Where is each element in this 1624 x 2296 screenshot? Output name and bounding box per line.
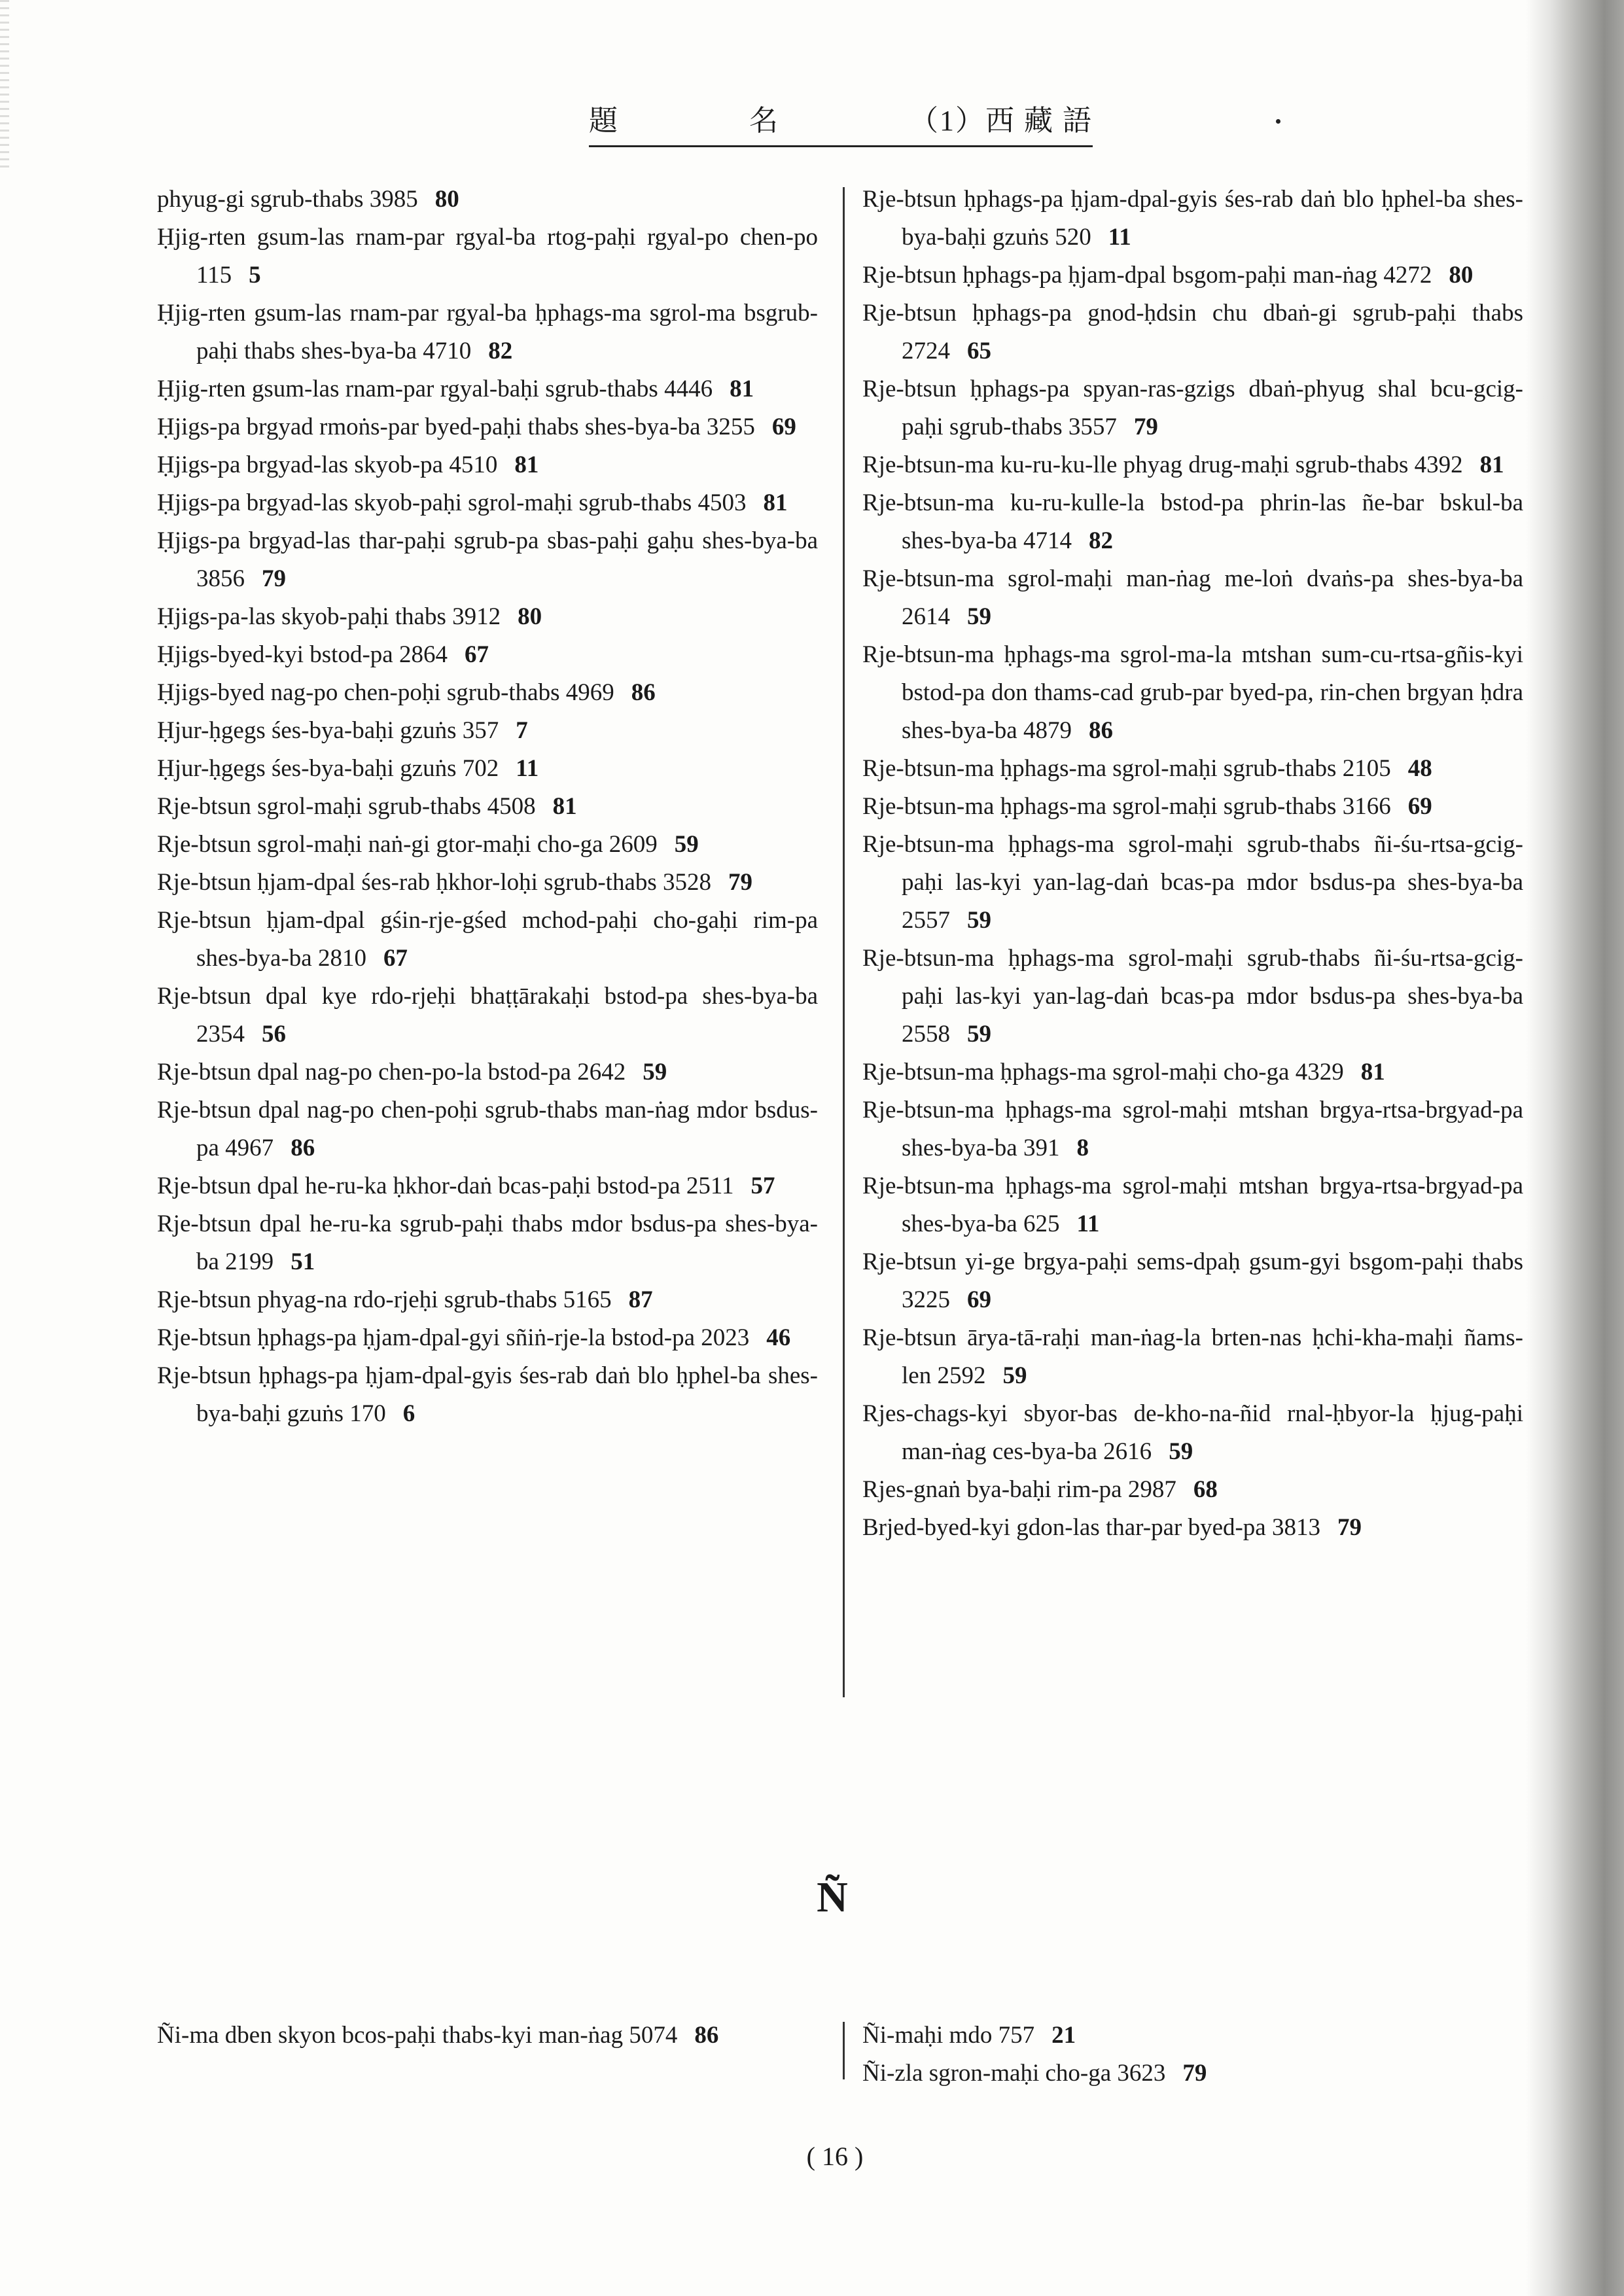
entry-volume: 81 [1479, 451, 1504, 478]
header-section: （1）西 藏 語 [909, 105, 1093, 137]
index-entry [157, 522, 818, 598]
entry-volume: 79 [1337, 1514, 1362, 1541]
entry-volume: 6 [402, 1400, 415, 1427]
entry-title: Ñi-zla sgron-maḥi cho-ga 3623 [862, 2060, 1166, 2087]
index-entry [862, 370, 1523, 446]
entry-title: Rje-btsun-ma ḥphags-ma sgrol-maḥi sgrub-thabs 3166 [862, 793, 1391, 820]
index-entry [862, 1091, 1523, 1167]
entry-volume: 11 [1108, 224, 1131, 251]
index-entry [862, 940, 1523, 1053]
index-entry [157, 598, 818, 636]
entry-volume: 69 [967, 1286, 991, 1313]
index-entry [862, 294, 1523, 370]
entry-title: Rje-btsun-ma ḥphags-ma sgrol-maḥi cho-ga 4329 [862, 1059, 1344, 1086]
entry-title: Rje-btsun ḥjam-dpal gśin-rje-gśed mchod-paḥi cho-gaḥi rim-pa shes-bya-ba 2810 [157, 907, 818, 972]
bottom-column-divider [843, 2022, 845, 2079]
entry-title: Rje-btsun ḥphags-pa ḥjam-dpal-gyis śes-rab daṅ blo ḥphel-ba shes-bya-baḥi gzuṅs 520 [862, 186, 1523, 251]
entry-title: Ñi-maḥi mdo 757 [862, 2022, 1035, 2049]
entry-title: Rje-btsun ḥphags-pa gnod-ḥdsin chu dbaṅ-gi sgrub-paḥi thabs 2724 [862, 300, 1523, 364]
entry-title: Rjes-chags-kyi sbyor-bas de-kho-na-ñid rnal-ḥbyor-la ḥjug-paḥi man-ṅag ces-bya-ba 2616 [862, 1400, 1523, 1465]
index-entry [157, 446, 818, 484]
bottom-left-column [157, 2017, 818, 2055]
index-entry [157, 788, 818, 826]
entry-title: Rje-btsun sgrol-maḥi sgrub-thabs 4508 [157, 793, 536, 820]
index-entry [862, 788, 1523, 826]
entry-volume: 79 [728, 869, 753, 896]
left-column [157, 181, 818, 1433]
index-entry [862, 636, 1523, 750]
entry-volume: 79 [1133, 414, 1158, 440]
index-entry [862, 560, 1523, 636]
entry-title: phyug-gi sgrub-thabs 3985 [157, 186, 418, 213]
index-entry [157, 826, 818, 864]
index-entry [157, 370, 818, 408]
index-entry [157, 1205, 818, 1281]
entry-volume: 81 [514, 451, 539, 478]
entry-title: Rje-btsun ḥphags-pa spyan-ras-gzigs dbaṅ-phyug shal bcu-gcig-paḥi sgrub-thabs 3557 [862, 376, 1523, 440]
index-entry [862, 750, 1523, 788]
entry-title: Rje-btsun-ma ḥphags-ma sgrol-maḥi sgrub-thabs ñi-śu-rtsa-gcig-paḥi las-kyi yan-lag-daṅ bcas-pa mdor bsdus-pa shes-bya-ba 2558 [862, 945, 1523, 1048]
header-title-2: 名 [749, 105, 779, 137]
entry-volume: 81 [1360, 1059, 1385, 1086]
entry-volume: 7 [516, 717, 528, 744]
index-entry [862, 1509, 1523, 1547]
index-entry [157, 902, 818, 978]
index-entry [862, 1167, 1523, 1243]
entry-volume: 67 [464, 641, 489, 668]
running-header [589, 97, 1093, 147]
entry-volume: 69 [771, 414, 796, 440]
index-entry [157, 750, 818, 788]
entry-title: Rjes-gnaṅ bya-baḥi rim-pa 2987 [862, 1476, 1176, 1503]
entry-volume: 21 [1051, 2022, 1076, 2049]
index-entry [157, 484, 818, 522]
entry-title: Rje-btsun ḥphags-pa ḥjam-dpal bsgom-paḥi man-ṅag 4272 [862, 262, 1432, 289]
index-entry [862, 181, 1523, 256]
entry-volume: 59 [967, 907, 991, 934]
entry-title: Ḥjur-ḥgegs śes-bya-baḥi gzuṅs 357 [157, 717, 499, 744]
right-column [862, 181, 1523, 1547]
entry-title: Rje-btsun-ma ku-ru-kulle-la bstod-pa phrin-las ñe-bar bskul-ba shes-bya-ba 4714 [862, 489, 1523, 554]
entry-title: Rje-btsun dpal he-ru-ka ḥkhor-daṅ bcas-paḥi bstod-pa 2511 [157, 1173, 734, 1199]
index-entry [862, 2055, 1523, 2093]
page-number: ( 16 ) [806, 2142, 864, 2171]
bottom-right-column [862, 2017, 1523, 2093]
entry-volume: 5 [249, 262, 261, 289]
entry-title: Rje-btsun ḥphags-pa ḥjam-dpal-gyi sñiṅ-rje-la bstod-pa 2023 [157, 1324, 750, 1351]
index-entry [157, 408, 818, 446]
index-entry [157, 1091, 818, 1167]
entry-volume: 86 [1088, 717, 1113, 744]
entry-volume: 82 [1088, 527, 1113, 554]
entry-title: Ḥjigs-pa brgyad-las thar-paḥi sgrub-pa sbas-paḥi gaḥu shes-bya-ba 3856 [157, 527, 818, 592]
entry-volume: 11 [1076, 1210, 1100, 1237]
entry-title: Ḥjigs-pa brgyad-las skyob-pa 4510 [157, 451, 498, 478]
entry-volume: 82 [488, 338, 513, 364]
entry-title: Rje-btsun-ma ḥphags-ma sgrol-maḥi mtshan brgya-rtsa-brgyad-pa shes-bya-ba 625 [862, 1173, 1523, 1237]
entry-volume: 80 [1449, 262, 1474, 289]
index-entry [862, 826, 1523, 940]
header-dot [1276, 119, 1280, 124]
entry-title: Rje-btsun sgrol-maḥi naṅ-gi gtor-maḥi cho-ga 2609 [157, 831, 658, 858]
entry-volume: 59 [643, 1059, 667, 1086]
entry-volume: 57 [750, 1173, 775, 1199]
entry-title: Ḥjig-rten gsum-las rnam-par rgyal-baḥi sgrub-thabs 4446 [157, 376, 713, 402]
entry-title: Rje-btsun-ma ḥphags-ma sgrol-maḥi sgrub-thabs 2105 [862, 755, 1391, 782]
index-entry [157, 1167, 818, 1205]
entry-volume: 46 [766, 1324, 791, 1351]
entry-title: Ñi-ma dben skyon bcos-paḥi thabs-kyi man-ṅag 5074 [157, 2022, 678, 2049]
index-entry [157, 1281, 818, 1319]
index-entry [157, 2017, 818, 2055]
entry-title: Rje-btsun dpal nag-po chen-poḥi sgrub-thabs man-ṅag mdor bsdus-pa 4967 [157, 1097, 818, 1161]
index-entry [157, 712, 818, 750]
index-entry [862, 1395, 1523, 1471]
entry-title: Ḥjigs-pa brgyad-las skyob-paḥi sgrol-maḥi sgrub-thabs 4503 [157, 489, 747, 516]
index-entry [157, 978, 818, 1053]
entry-volume: 59 [1169, 1438, 1193, 1465]
entry-title: Brjed-byed-kyi gdon-las thar-par byed-pa 3813 [862, 1514, 1320, 1541]
entry-title: Rje-btsun-ma ḥphags-ma sgrol-maḥi sgrub-thabs ñi-śu-rtsa-gcig-paḥi las-kyi yan-lag-daṅ bcas-pa mdor bsdus-pa shes-bya-ba 2557 [862, 831, 1523, 934]
index-entry [157, 636, 818, 674]
index-entry [157, 1357, 818, 1433]
entry-volume: 67 [383, 945, 408, 972]
index-entry [862, 1319, 1523, 1395]
entry-title: Rje-btsun-ma ku-ru-ku-lle phyag drug-maḥi sgrub-thabs 4392 [862, 451, 1463, 478]
entry-title: Rje-btsun ḥphags-pa ḥjam-dpal-gyis śes-rab daṅ blo ḥphel-ba shes-bya-baḥi gzuṅs 170 [157, 1362, 818, 1427]
entry-title: Rje-btsun ārya-tā-raḥi man-ṅag-la brten-nas ḥchi-kha-maḥi ñams-len 2592 [862, 1324, 1523, 1389]
index-entry [157, 864, 818, 902]
column-divider [843, 187, 845, 1697]
entry-volume: 65 [967, 338, 991, 364]
entry-title: Rje-btsun yi-ge brgya-paḥi sems-dpaḥ gsum-gyi bsgom-paḥi thabs 3225 [862, 1248, 1523, 1313]
index-entry [157, 181, 818, 219]
entry-title: Rje-btsun-ma ḥphags-ma sgrol-ma-la mtshan sum-cu-rtsa-gñis-kyi bstod-pa don thams-cad grub-par byed-pa, rin-chen brgyan ḥdra shes-bya-ba 4879 [862, 641, 1523, 744]
entry-volume: 59 [1002, 1362, 1027, 1389]
entry-title: Rje-btsun ḥjam-dpal śes-rab ḥkhor-loḥi sgrub-thabs 3528 [157, 869, 712, 896]
entry-volume: 11 [516, 755, 539, 782]
entry-title: Rje-btsun phyag-na rdo-rjeḥi sgrub-thabs 5165 [157, 1286, 612, 1313]
entry-volume: 80 [434, 186, 459, 213]
entry-title: Ḥjigs-pa-las skyob-paḥi thabs 3912 [157, 603, 501, 630]
index-entry [862, 1471, 1523, 1509]
entry-volume: 48 [1407, 755, 1432, 782]
index-entry [157, 674, 818, 712]
index-entry [157, 1053, 818, 1091]
entry-title: Rje-btsun-ma ḥphags-ma sgrol-maḥi mtshan brgya-rtsa-brgyad-pa shes-bya-ba 391 [862, 1097, 1523, 1161]
index-entry [157, 1319, 818, 1357]
entry-title: Rje-btsun-ma sgrol-maḥi man-ṅag me-loṅ dvaṅs-pa shes-bya-ba 2614 [862, 565, 1523, 630]
entry-volume: 79 [1182, 2060, 1207, 2087]
index-entry [862, 256, 1523, 294]
entry-volume: 81 [552, 793, 577, 820]
index-entry [157, 294, 818, 370]
section-letter: Ñ [817, 1873, 848, 1921]
entry-title: Ḥjigs-byed-kyi bstod-pa 2864 [157, 641, 448, 668]
entry-title: Ḥjig-rten gsum-las rnam-par rgyal-ba rtog-paḥi rgyal-po chen-po 115 [157, 224, 818, 289]
page-binding-shadow [1526, 0, 1624, 2296]
entry-volume: 80 [518, 603, 542, 630]
entry-volume: 81 [730, 376, 754, 402]
index-entry [157, 219, 818, 294]
entry-volume: 59 [674, 831, 699, 858]
entry-title: Ḥjigs-byed nag-po chen-poḥi sgrub-thabs 4969 [157, 679, 614, 706]
entry-volume: 87 [628, 1286, 653, 1313]
entry-volume: 68 [1193, 1476, 1218, 1503]
entry-volume: 86 [694, 2022, 719, 2049]
entry-volume: 51 [291, 1248, 315, 1275]
entry-title: Ḥjig-rten gsum-las rnam-par rgyal-ba ḥphags-ma sgrol-ma bsgrub-paḥi thabs shes-bya-ba 4710 [157, 300, 818, 364]
entry-volume: 69 [1407, 793, 1432, 820]
index-entry [862, 446, 1523, 484]
index-entry [862, 1053, 1523, 1091]
entry-volume: 86 [631, 679, 656, 706]
index-entry [862, 484, 1523, 560]
entry-volume: 59 [967, 1021, 991, 1048]
entry-volume: 81 [763, 489, 788, 516]
entry-volume: 59 [967, 603, 991, 630]
scan-margin-specks [0, 0, 9, 170]
entry-volume: 79 [262, 565, 286, 592]
index-entry [862, 2017, 1523, 2055]
entry-volume: 86 [291, 1135, 315, 1161]
entry-volume: 8 [1076, 1135, 1089, 1161]
entry-title: Rje-btsun dpal he-ru-ka sgrub-paḥi thabs mdor bsdus-pa shes-bya-ba 2199 [157, 1210, 818, 1275]
entry-title: Rje-btsun dpal nag-po chen-po-la bstod-pa 2642 [157, 1059, 626, 1086]
entry-title: Ḥjigs-pa brgyad rmoṅs-par byed-paḥi thabs shes-bya-ba 3255 [157, 414, 755, 440]
entry-volume: 56 [262, 1021, 286, 1048]
entry-title: Rje-btsun dpal kye rdo-rjeḥi bhaṭṭārakaḥi bstod-pa shes-bya-ba 2354 [157, 983, 818, 1048]
entry-title: Ḥjur-ḥgegs śes-bya-baḥi gzuṅs 702 [157, 755, 499, 782]
index-entry [862, 1243, 1523, 1319]
header-title-1: 題 [589, 105, 619, 137]
